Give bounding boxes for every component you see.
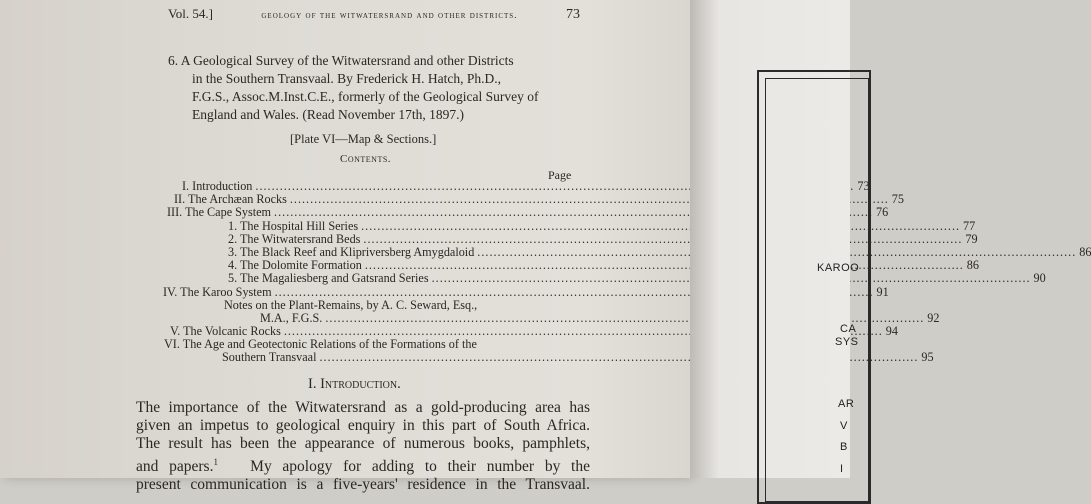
article-number: 6. xyxy=(168,53,179,68)
toc-row: III. The Cape System ..... 76 xyxy=(150,206,580,219)
map-frame xyxy=(757,70,871,504)
map-label: V xyxy=(840,420,848,432)
running-title: geology of the witwatersrand and other districts. xyxy=(261,11,518,21)
toc-row: 4. The Dolomite Formation ..... 86 xyxy=(150,259,580,272)
toc-row: Southern Transvaal ..... 95 xyxy=(150,351,580,364)
body-text xyxy=(136,399,590,494)
plate-note: [Plate VI—Map & Sections.] xyxy=(290,132,437,146)
body-line: The result has been the appearance of numerous books, pamphlets, xyxy=(136,435,590,452)
contents-heading: Contents. xyxy=(340,153,392,165)
folded-map-page xyxy=(690,0,860,478)
toc-row: 3. The Black Reef and Klipriversberg Amygdaloid ..... 86 xyxy=(150,246,580,259)
page-number: 73 xyxy=(565,7,580,22)
toc-row: 2. The Witwatersrand Beds ..... 79 xyxy=(150,233,580,246)
volume-label: Vol. 54.] xyxy=(168,6,213,21)
map-label: KAROO xyxy=(817,262,860,274)
section-heading: I. Introduction. xyxy=(308,376,401,392)
map-label: AR xyxy=(838,398,855,410)
toc-row: I. Introduction ..... 73 xyxy=(150,180,580,193)
toc-row: II. The Archæan Rocks ..... 75 xyxy=(150,193,580,206)
table-of-contents xyxy=(150,179,1091,365)
body-line: given an impetus to geological enquiry in this part of South Africa. xyxy=(136,417,590,434)
map-label: CA xyxy=(840,323,857,335)
toc-row: IV. The Karoo System ..... 91 xyxy=(150,286,580,299)
article-title-line: in the Southern Transvaal. By Frederick H. Hatch, Ph.D., xyxy=(192,71,501,86)
running-header xyxy=(168,6,580,23)
body-line: present communication is a five-years' residence in the Transvaal. xyxy=(136,476,590,494)
toc-row: 5. The Magaliesberg and Gatsrand Series ..... 90 xyxy=(150,272,580,285)
article-title-line: F.G.S., Assoc.M.Inst.C.E., formerly of the Geological Survey of xyxy=(192,89,539,104)
toc-row: 1. The Hospital Hill Series ..... 77 xyxy=(150,220,580,233)
article-title-text: A Geological Survey of the Witwatersrand and other Districts xyxy=(180,53,514,68)
toc-row: M.A., F.G.S. ..... 92 xyxy=(150,312,580,325)
article-title xyxy=(168,52,588,124)
toc-row: Notes on the Plant-Remains, by A. C. Seward, Esq., xyxy=(224,297,478,312)
map-label: SYS xyxy=(835,336,859,348)
toc-row: VI. The Age and Geotectonic Relations of the Formations of the xyxy=(164,337,477,352)
page-column-label: Page xyxy=(548,168,572,182)
footnote-marker: 1 xyxy=(213,457,218,467)
map-label: B xyxy=(840,441,848,453)
article-title-line: England and Wales. (Read November 17th, 1897.) xyxy=(192,107,464,122)
map-label: I xyxy=(840,463,844,475)
toc-row: V. The Volcanic Rocks ..... 94 xyxy=(150,325,580,338)
body-line: The importance of the Witwatersrand as a gold-producing area has xyxy=(136,399,590,416)
body-line: and papers.$^1$ My apology for adding to their number by the xyxy=(136,457,590,476)
article-title-line xyxy=(168,52,588,70)
